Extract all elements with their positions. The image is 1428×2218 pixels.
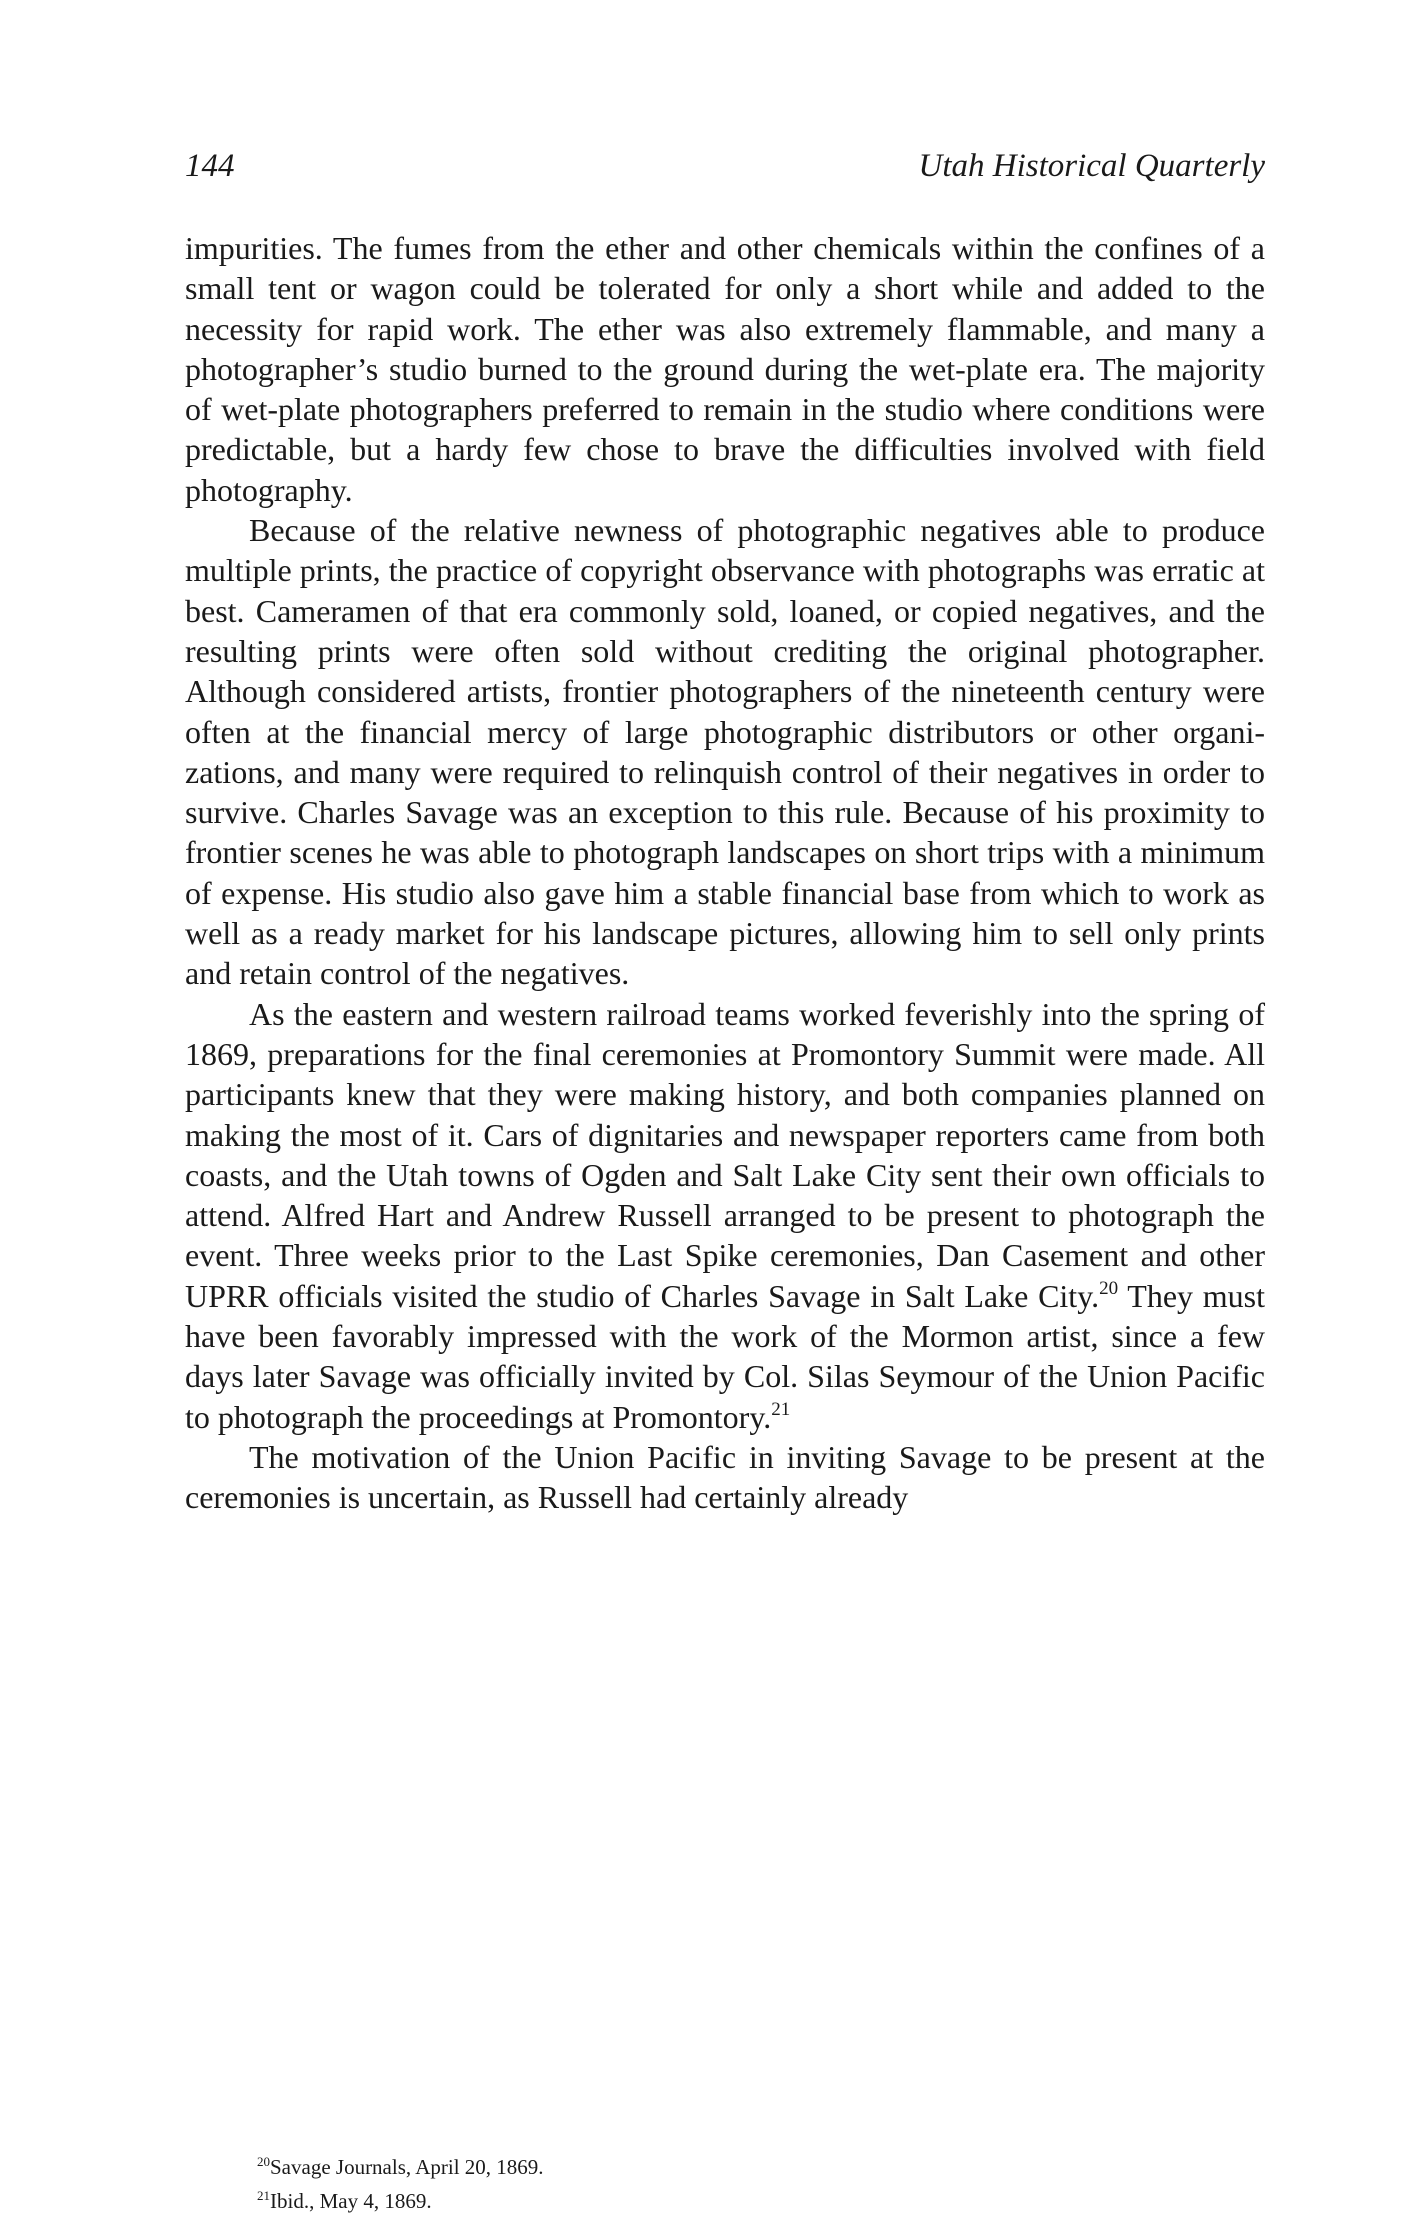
paragraph-3-part-1: As the eastern and western railroad teams worked feverishly into the spring of 1869, preparations for the final ceremonies at Promontory Summit were made. All participants knew that they were making history, and both companies planned on making the most of it. Cars of dignitaries and newspaper reporters came from both coasts, and the Utah towns of Ogden and Salt Lake City sent their own officials to attend. Alfred Hart and Andrew Russell arranged to be present to photograph the event. Three weeks prior to the Last Spike ceremonies, Dan Casement and other UPRR officials visited the studio of Charles Savage in Salt Lake City.	[185, 995, 1265, 1314]
page-number: 144	[185, 148, 235, 184]
paragraph-1: impurities. The fumes from the ether and other chemicals within the confines of a small tent or wagon could be tolerated for only a short while and added to the necessity for rapid work. The ether was also extremely flammable, and many a photographer’s studio burned to the ground during the wet-plate era. The majority of wet-plate photographers preferred to remain in the studio where conditions were predictable, but a hardy few chose to brave the difficulties involved with field photography.	[185, 230, 1265, 508]
paragraph-3-part-2: They must have been favorably impressed with the work of the Mormon artist, since a few days later Savage was officially invited by Col. Silas Seymour of the Union Pacific to photograph the proceedings at Promontory.	[185, 1277, 1266, 1435]
footnote-text-21: Ibid., May 4, 1869.	[270, 2189, 432, 2213]
journal-title: Utah Historical Quarterly	[918, 148, 1265, 184]
footnote-number-20: 20	[257, 2154, 270, 2169]
paragraph-3	[185, 994, 1265, 1437]
footnote-reference-20: 20	[1099, 1277, 1119, 1299]
body-text	[185, 228, 1265, 1518]
footnote-text-20: Savage Journals, April 20, 1869.	[270, 2155, 544, 2179]
running-header	[185, 148, 1265, 192]
paragraph-2: Because of the relative newness of photographic negatives able to produce multiple prints, the practice of copyright observance with photographs was erratic at best. Cameramen of that era commonly sold, loaned, or copied negatives, and the resulting prints were often sold without crediting the original photographer. Although considered artists, frontier photographers of the nineteenth century were often at the financial mercy of large photographic distributors or other organizations, and many were required to relinquish control of their negatives in order to survive. Charles Savage was an exception to this rule. Because of his proximity to frontier scenes he was able to photograph landscapes on short trips with a minimum of expense. His studio also gave him a stable financial base from which to work as well as a ready market for his landscape pictures, allowing him to sell only prints and retain control of the negatives.	[185, 512, 1265, 992]
footnote-reference-21: 21	[771, 1398, 791, 1420]
footnote-20	[257, 2150, 544, 2184]
paragraph-4: The motivation of the Union Pacific in inviting Savage to be present at the ceremonies is uncertain, as Russell had certainly already	[185, 1438, 1265, 1516]
footnote-21	[257, 2184, 544, 2218]
footnote-number-21: 21	[257, 2188, 270, 2203]
footnotes	[257, 2150, 544, 2218]
